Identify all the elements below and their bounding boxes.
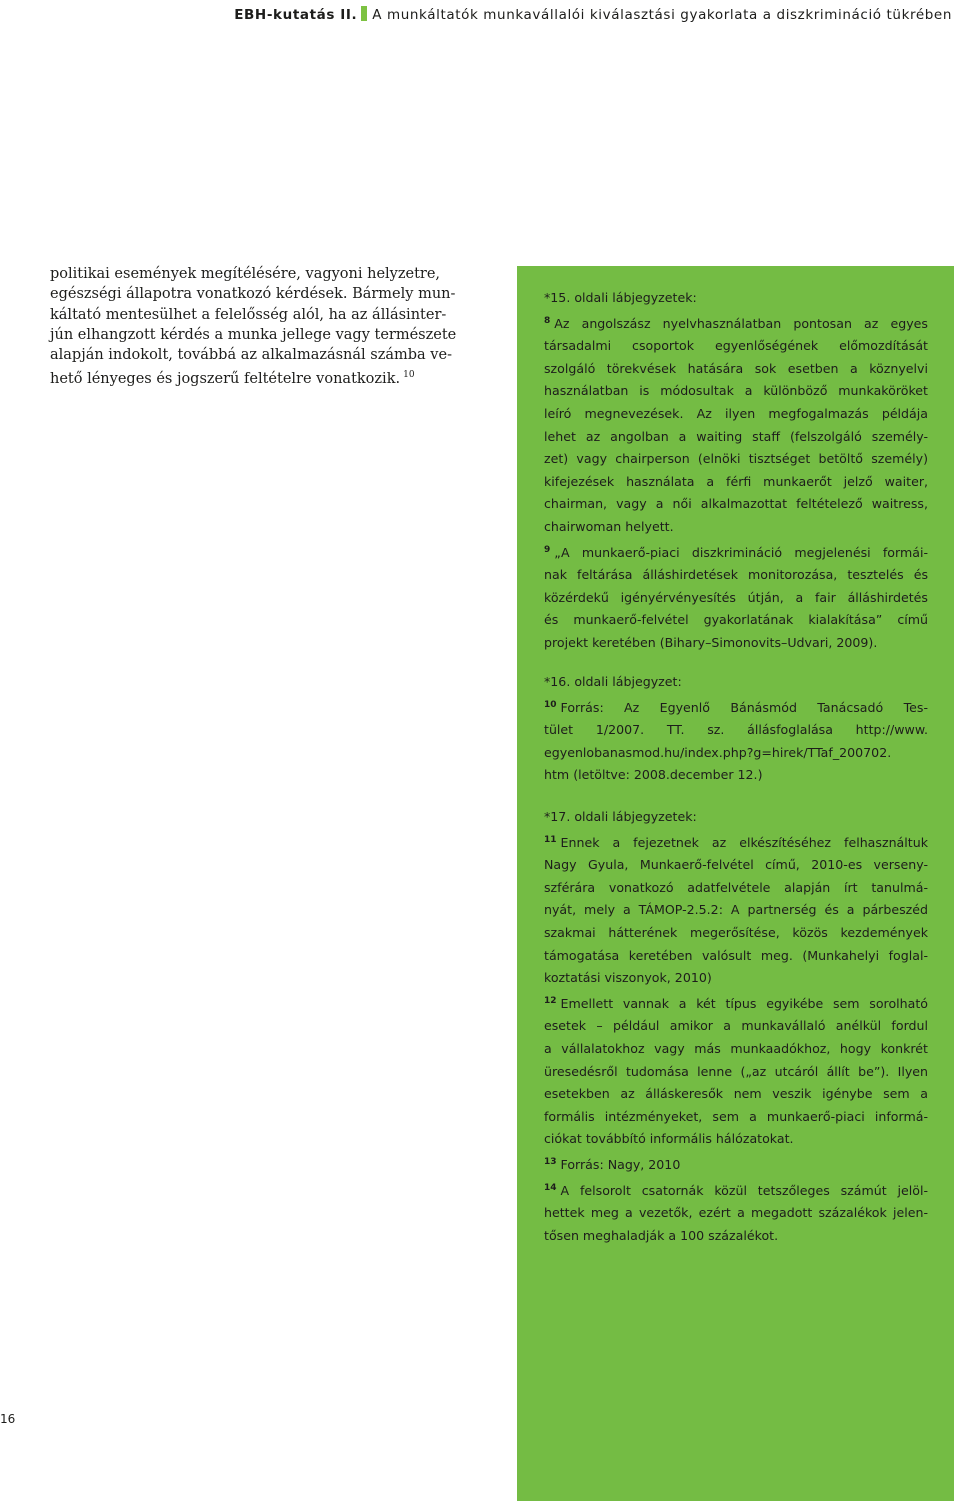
footnote-text: „A munkaerő-piaci diszkrimináció megjelenési formái- — [554, 544, 928, 560]
footnote-line: zet) vagy chairperson (elnöki tisztséget betöltő személy) — [544, 451, 928, 467]
footnote-line: hettek meg a vezetők, ezért a megadott százalékok jelen- — [544, 1205, 928, 1221]
footnote-number: 14 — [544, 1182, 557, 1193]
body-line: alapján indokolt, továbbá az alkalmazásnál számba ve- — [50, 347, 452, 364]
body-line: káltató mentesülhet a felelősség alól, ha az állásinter- — [50, 306, 447, 323]
footnote-line: nyát, mely a TÁMOP-2.5.2: A partnerség és a párbeszéd — [544, 902, 928, 918]
footnote-line: formális intézményeket, sem a munkaerő-piaci informá- — [544, 1108, 928, 1124]
footnote-text: A felsorolt csatornák közül tetszőleges számút jelöl- — [560, 1182, 928, 1198]
footnote-line — [544, 1151, 928, 1177]
page-number: 16 — [0, 1412, 16, 1426]
footnote-heading: *15. oldali lábjegyzetek: — [544, 290, 697, 305]
footnote-line: htm (letöltve: 2008.december 12.) — [544, 767, 763, 783]
footnote-line: esetekben az álláskeresők nem veszik igénybe sem a — [544, 1086, 928, 1102]
body-paragraph — [50, 264, 490, 390]
footnote-line: a vállalatokhoz vagy más munkaadókhoz, hogy konkrét — [544, 1040, 928, 1056]
footnote-line — [544, 829, 928, 855]
footnote-line: szakmai hátterének megerősítése, közös kezdemények — [544, 924, 928, 940]
footnote-line: szférára vonatkozó adatfelvétele alapján írt tanulmá- — [544, 879, 928, 895]
footnote-text: Forrás: Nagy, 2010 — [560, 1156, 681, 1172]
footnote-line: tület 1/2007. TT. sz. állásfoglalása http://www. — [544, 722, 928, 738]
footnote-heading: *17. oldali lábjegyzetek: — [544, 809, 697, 824]
footnote-number: 12 — [544, 995, 557, 1006]
footnote-number: 8 — [544, 315, 551, 326]
footnote-line: chairwoman helyett. — [544, 518, 674, 534]
body-line-text: hető lényeges és jogszerű feltételre vonatkozik. — [50, 371, 401, 388]
footnote-number: 13 — [544, 1156, 557, 1167]
footnote-line — [544, 310, 928, 336]
footnote-line — [544, 539, 928, 565]
footnote-line: chairman, vagy a női alkalmazottat feltételező waitress, — [544, 496, 928, 512]
running-header — [234, 6, 952, 23]
footnote-line: esetek – például amikor a munkavállaló anélkül fordul — [544, 1018, 928, 1034]
footnote-line: közérdekű igényérvényesítés útján, a fair álláshirdetés — [544, 589, 928, 605]
footnote-number: 9 — [544, 544, 551, 555]
body-line: politikai események megítélésére, vagyoni helyzetre, — [50, 266, 441, 282]
footnotes-page-17 — [544, 806, 928, 1247]
footnote-line: használatban is módosultak a különböző munkaköröket — [544, 383, 928, 399]
footnote-number: 10 — [544, 699, 557, 710]
footnote-line — [544, 1177, 928, 1203]
footnote-line: kifejezések használata a férfi munkaerőt jelző waiter, — [544, 473, 928, 489]
series-title: EBH-kutatás II. — [234, 7, 358, 23]
header-separator — [361, 6, 367, 21]
footnote-line: egyenlobanasmod.hu/index.php?g=hirek/TTaf_200702. — [544, 744, 892, 760]
footnote-text: Az angolszász nyelvhasználatban pontosan az egyes — [554, 315, 928, 331]
footnote-line: projekt keretében (Bihary–Simonovits–Udvari, 2009). — [544, 634, 878, 650]
footnote-number: 11 — [544, 834, 557, 845]
body-line: egészségi állapotra vonatkozó kérdések. Bármely mun- — [50, 286, 456, 303]
body-line: jún elhangzott kérdés a munka jellege vagy természete — [50, 326, 457, 343]
footnote-line: tősen meghaladják a 100 százalékot. — [544, 1227, 779, 1243]
footnote-line: koztatási viszonyok, 2010) — [544, 970, 712, 986]
footnote-line: szolgáló törekvések hatására sok esetben a köznyelvi — [544, 360, 928, 376]
footnote-text: Emellett vannak a két típus egyikébe sem sorolható — [560, 995, 928, 1011]
footnotes-page-15 — [544, 287, 928, 655]
footnote-text: Ennek a fejezetnek az elkészítéséhez felhasználtuk — [560, 834, 928, 850]
body-line — [50, 365, 490, 389]
footnote-line: üresedésről tudomása lenne („az utcáról állít be”). Ilyen — [544, 1063, 928, 1079]
footnote-heading: *16. oldali lábjegyzet: — [544, 674, 682, 689]
document-title: A munkáltatók munkavállalói kiválasztási gyakorlata a diszkrimináció tükrében — [372, 7, 952, 23]
footnote-line — [544, 990, 928, 1016]
footnote-line: lehet az angolban a waiting staff (felszolgáló személy- — [544, 428, 928, 444]
footnote-line: ciókat továbbító informális hálózatokat. — [544, 1131, 794, 1147]
footnote-reference: 10 — [403, 370, 415, 381]
footnote-line: Nagy Gyula, Munkaerő-felvétel című, 2010-es verseny- — [544, 857, 928, 873]
footnote-line: és munkaerő-felvétel gyakorlatának kialakítása” című — [544, 612, 928, 628]
footnote-line: leíró megnevezések. Az ilyen megfogalmazás példája — [544, 405, 928, 421]
footnote-line — [544, 694, 928, 720]
footnotes-page-16 — [544, 671, 928, 787]
footnote-line: nak feltárása álláshirdetések monitorozása, tesztelés és — [544, 567, 928, 583]
footnote-line: társadalmi csoportok egyenlőségének előmozdítását — [544, 338, 928, 354]
footnote-text: Forrás: Az Egyenlő Bánásmód Tanácsadó Tes- — [560, 699, 928, 715]
footnote-line: támogatása keretében valósult meg. (Munkahelyi foglal- — [544, 947, 928, 963]
